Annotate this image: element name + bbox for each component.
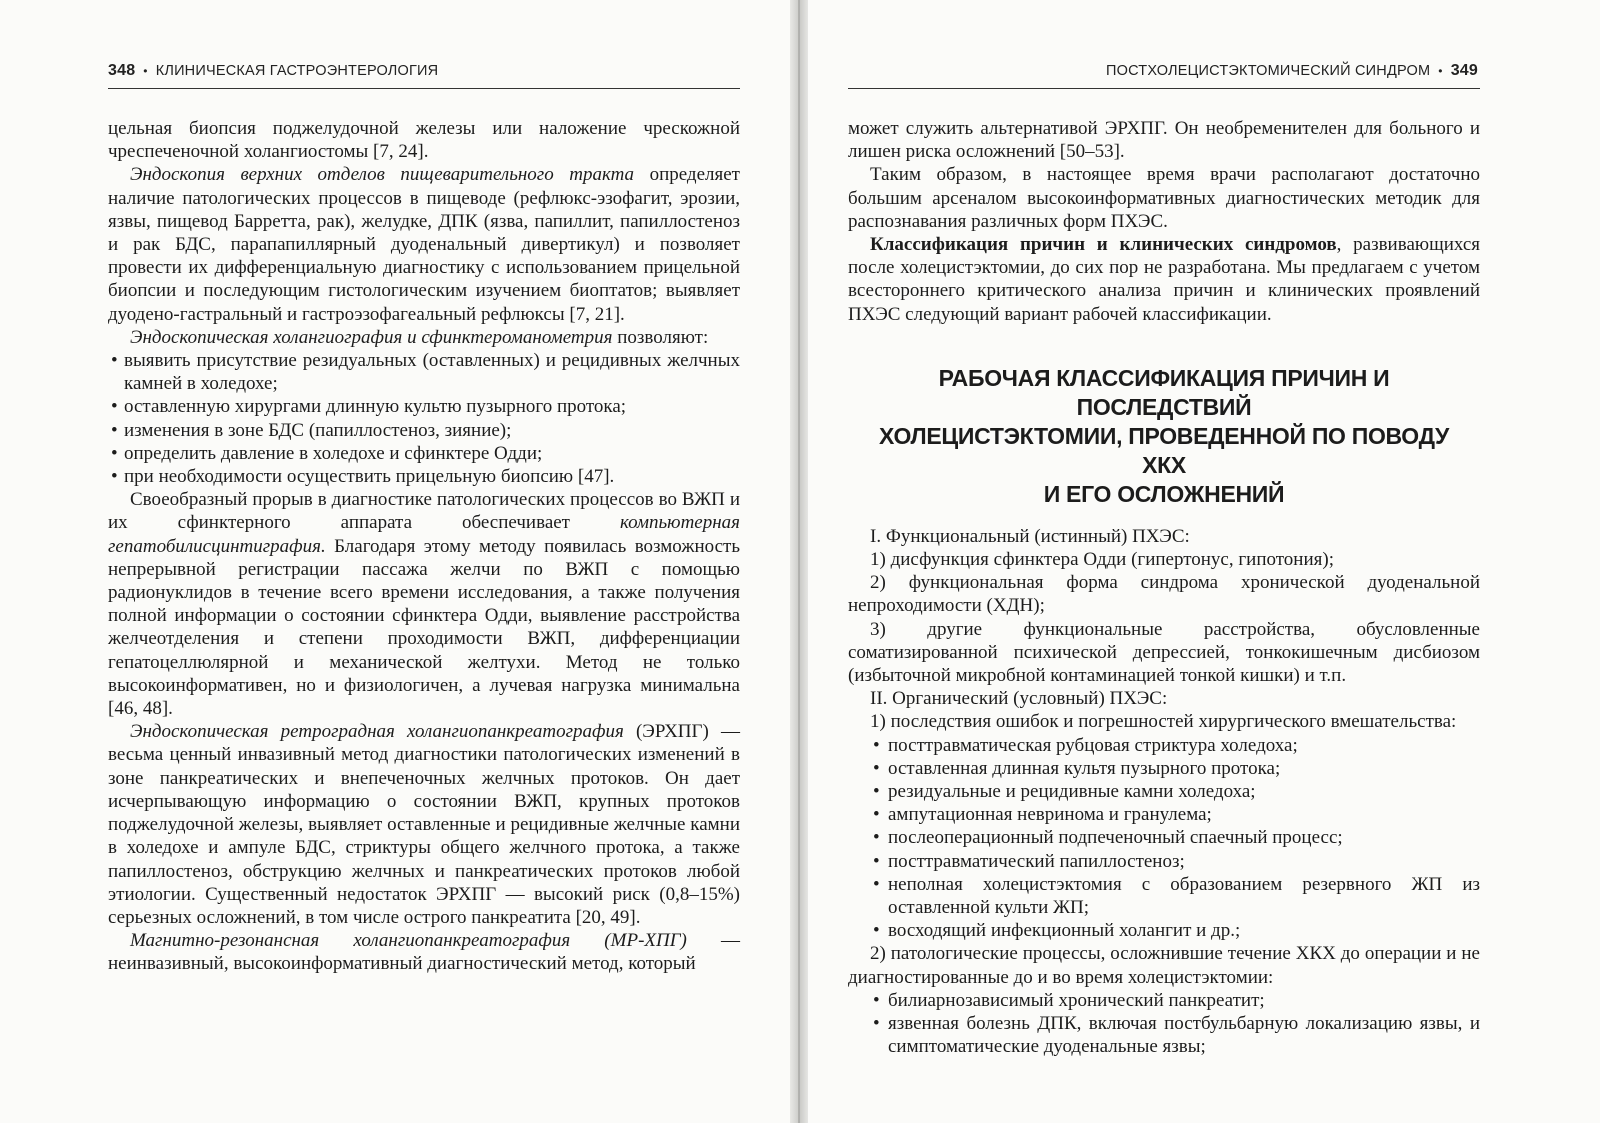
- list-item: • билиарнозависимый хронический панкреатит;: [848, 989, 1480, 1012]
- paragraph-text: — неинвазивный, высокоинформативный диагностический метод, который: [108, 930, 741, 975]
- numbered-item: 1) последствия ошибок и погрешностей хирургического вмешательства:: [870, 711, 1457, 733]
- header-separator: •: [143, 64, 148, 78]
- italic-term: Эндоскопия верхних отделов пищеварительного тракта: [130, 164, 635, 186]
- numbered-item: 3) другие функциональные расстройства, обусловленные соматизированной психической депрессией, тонкокишечным дисбиозом (избыточной микробной контаминацией тонкой кишки) и т.п.: [848, 618, 1480, 687]
- paragraph-text: Благодаря этому методу появилась возможность непрерывной регистрации пассажа желчи по ВЖП с помощью радионуклидов в течение всего времени исследования, а также получения полной информации о состоянии сфинктера Одди, выявление расстройства желчеотделения и степени проходимости ВЖП, дифференциации гепатоцеллюлярной и механической желтухи. Метод не только высокоинформативен, но и физиологичен, а лучевая нагрузка минимальна [46, 48].: [108, 535, 740, 720]
- right-text-column: [848, 117, 1480, 1059]
- paragraph-text: (ЭРХПГ) — весьма ценный инвазивный метод диагностики патологических изменений в зоне панкреатических и внепеченочных желчных протоков. Он дает исчерпывающую информацию о состоянии ВЖП, крупных протоков поджелудочной железы, выявляет оставленные и рецидивные желчные камни в холедохе и ампуле БДС, стриктуры общего желчного протока, а также папиллостеноз, обструкцию желчных и панкреатических протоков любой этиологии. Существенный недостаток ЭРХПГ — высокий риск (0,8–15%) серьезных осложнений, в том числе острого панкреатита [20, 49].: [108, 721, 740, 928]
- header-rule: [108, 88, 740, 89]
- left-page-header: [108, 62, 740, 84]
- right-page: [808, 0, 1600, 1123]
- list-item: • ампутационная невринома и гранулема;: [848, 803, 1480, 826]
- paragraph: [848, 233, 1480, 326]
- list-item: • определить давление в холедохе и сфинктере Одди;: [108, 442, 740, 465]
- paragraph-text: Своеобразный прорыв в диагностике патологических процессов во ВЖП и их сфинктерного аппарата обеспечивает: [108, 489, 740, 534]
- list-item: • язвенная болезнь ДПК, включая постбульбарную локализацию язвы, и симптоматические дуоденальные язвы;: [848, 1012, 1480, 1058]
- bullet-list: [108, 349, 740, 488]
- list-item: • оставленная длинная культя пузырного протока;: [848, 757, 1480, 780]
- book-gutter: [790, 0, 808, 1123]
- bullet-list: [848, 734, 1480, 943]
- list-item: • посттравматический папиллостеноз;: [848, 850, 1480, 873]
- list-item: • оставленную хирургами длинную культю пузырного протока;: [108, 395, 740, 418]
- list-item: • послеоперационный подпеченочный спаечный процесс;: [848, 826, 1480, 849]
- italic-term: Магнитно-резонансная холангиопанкреатография (МР-ХПГ): [130, 930, 687, 952]
- left-text-column: [108, 117, 740, 976]
- paragraph-text: определяет наличие патологических процессов в пищеводе (рефлюкс-эзофагит, эрозии, язвы, пищевод Барретта, рак), желудке, ДПК (язва, папиллит, папиллостеноз и рак БДС, парапапиллярный дуоденальный дивертикул) и позволяет провести их дифференциальную диагностику с использованием прицельной биопсии и последующим гистологическим изучением биоптатов; выявляет дуодено-гастральный и гастроэзофагеальный рефлюксы [7, 21].: [108, 164, 740, 325]
- title-line: И ЕГО ОСЛОЖНЕНИЙ: [1043, 480, 1285, 507]
- paragraph: цельная биопсия поджелудочной железы или наложение чрескожной чреспеченочной холангиостомы [7, 24].: [108, 118, 740, 163]
- list-item: • резидуальные и рецидивные камни холедоха;: [848, 780, 1480, 803]
- list-item: • восходящий инфекционный холангит и др.;: [848, 919, 1480, 942]
- left-page: [0, 0, 790, 1123]
- numbered-item: 1) дисфункция сфинктера Одди (гипертонус, гипотония);: [870, 549, 1334, 571]
- title-line: ХОЛЕЦИСТЭКТОМИИ, ПРОВЕДЕННОЙ ПО ПОВОДУ ХКХ: [879, 422, 1449, 478]
- paragraph-text: позволяют:: [612, 326, 709, 348]
- paragraph: [108, 929, 740, 975]
- paragraph: [108, 163, 740, 325]
- paragraph: [108, 488, 740, 720]
- numbered-item: 2) функциональная форма синдрома хронической дуоденальной непроходимости (ХДН);: [848, 572, 1480, 617]
- italic-term: Эндоскопическая ретроградная холангиопанкреатография: [130, 721, 624, 743]
- section-heading: II. Органический (условный) ПХЭС:: [870, 688, 1168, 710]
- bullet-list: [848, 989, 1480, 1059]
- right-page-header: [848, 62, 1478, 84]
- italic-term: компьютерная гепатобилисцинтиграфия.: [108, 512, 740, 557]
- list-item: • посттравматическая рубцовая стриктура холедоха;: [848, 734, 1480, 757]
- numbered-item: 2) патологические процессы, осложнившие течение ХКХ до операции и не диагностированные до и во время холецистэктомии:: [848, 943, 1480, 988]
- running-title: КЛИНИЧЕСКАЯ ГАСТРОЭНТЕРОЛОГИЯ: [155, 63, 439, 79]
- header-separator: •: [1438, 64, 1443, 78]
- list-item: • выявить присутствие резидуальных (оставленных) и рецидивных желчных камней в холедохе;: [108, 349, 740, 395]
- classification-title: [868, 364, 1460, 509]
- header-rule: [848, 88, 1480, 89]
- italic-term: Эндоскопическая холангиография и сфинктероманометрия: [130, 326, 613, 348]
- running-title: ПОСТХОЛЕЦИСТЭКТОМИЧЕСКИЙ СИНДРОМ: [1105, 63, 1431, 79]
- paragraph: может служить альтернативой ЭРХПГ. Он необременителен для больного и лишен риска осложнений [50–53].: [848, 118, 1480, 163]
- title-line: РАБОЧАЯ КЛАССИФИКАЦИЯ ПРИЧИН И ПОСЛЕДСТВИЙ: [938, 364, 1390, 420]
- list-item: • при необходимости осуществить прицельную биопсию [47].: [108, 465, 740, 488]
- bold-term: Классификация причин и клинических синдромов: [870, 234, 1337, 256]
- page-number: 349: [1450, 62, 1478, 79]
- page-number: 348: [108, 62, 136, 79]
- paragraph: Таким образом, в настоящее время врачи располагают достаточно большим арсеналом высокоинформативных диагностических методик для распознавания различных форм ПХЭС.: [848, 164, 1480, 232]
- section-heading: I. Функциональный (истинный) ПХЭС:: [870, 525, 1190, 547]
- paragraph: [108, 720, 740, 929]
- paragraph-text: , развивающихся после холецистэктомии, до сих пор не разработана. Мы предлагаем с учетом всестороннего критического анализа причин и клинических проявлений ПХЭС следующий вариант рабочей классификации.: [848, 234, 1480, 325]
- paragraph: [108, 326, 740, 349]
- list-item: • изменения в зоне БДС (папиллостеноз, зияние);: [108, 419, 740, 442]
- list-item: • неполная холецистэктомия с образованием резервного ЖП из оставленной культи ЖП;: [848, 873, 1480, 919]
